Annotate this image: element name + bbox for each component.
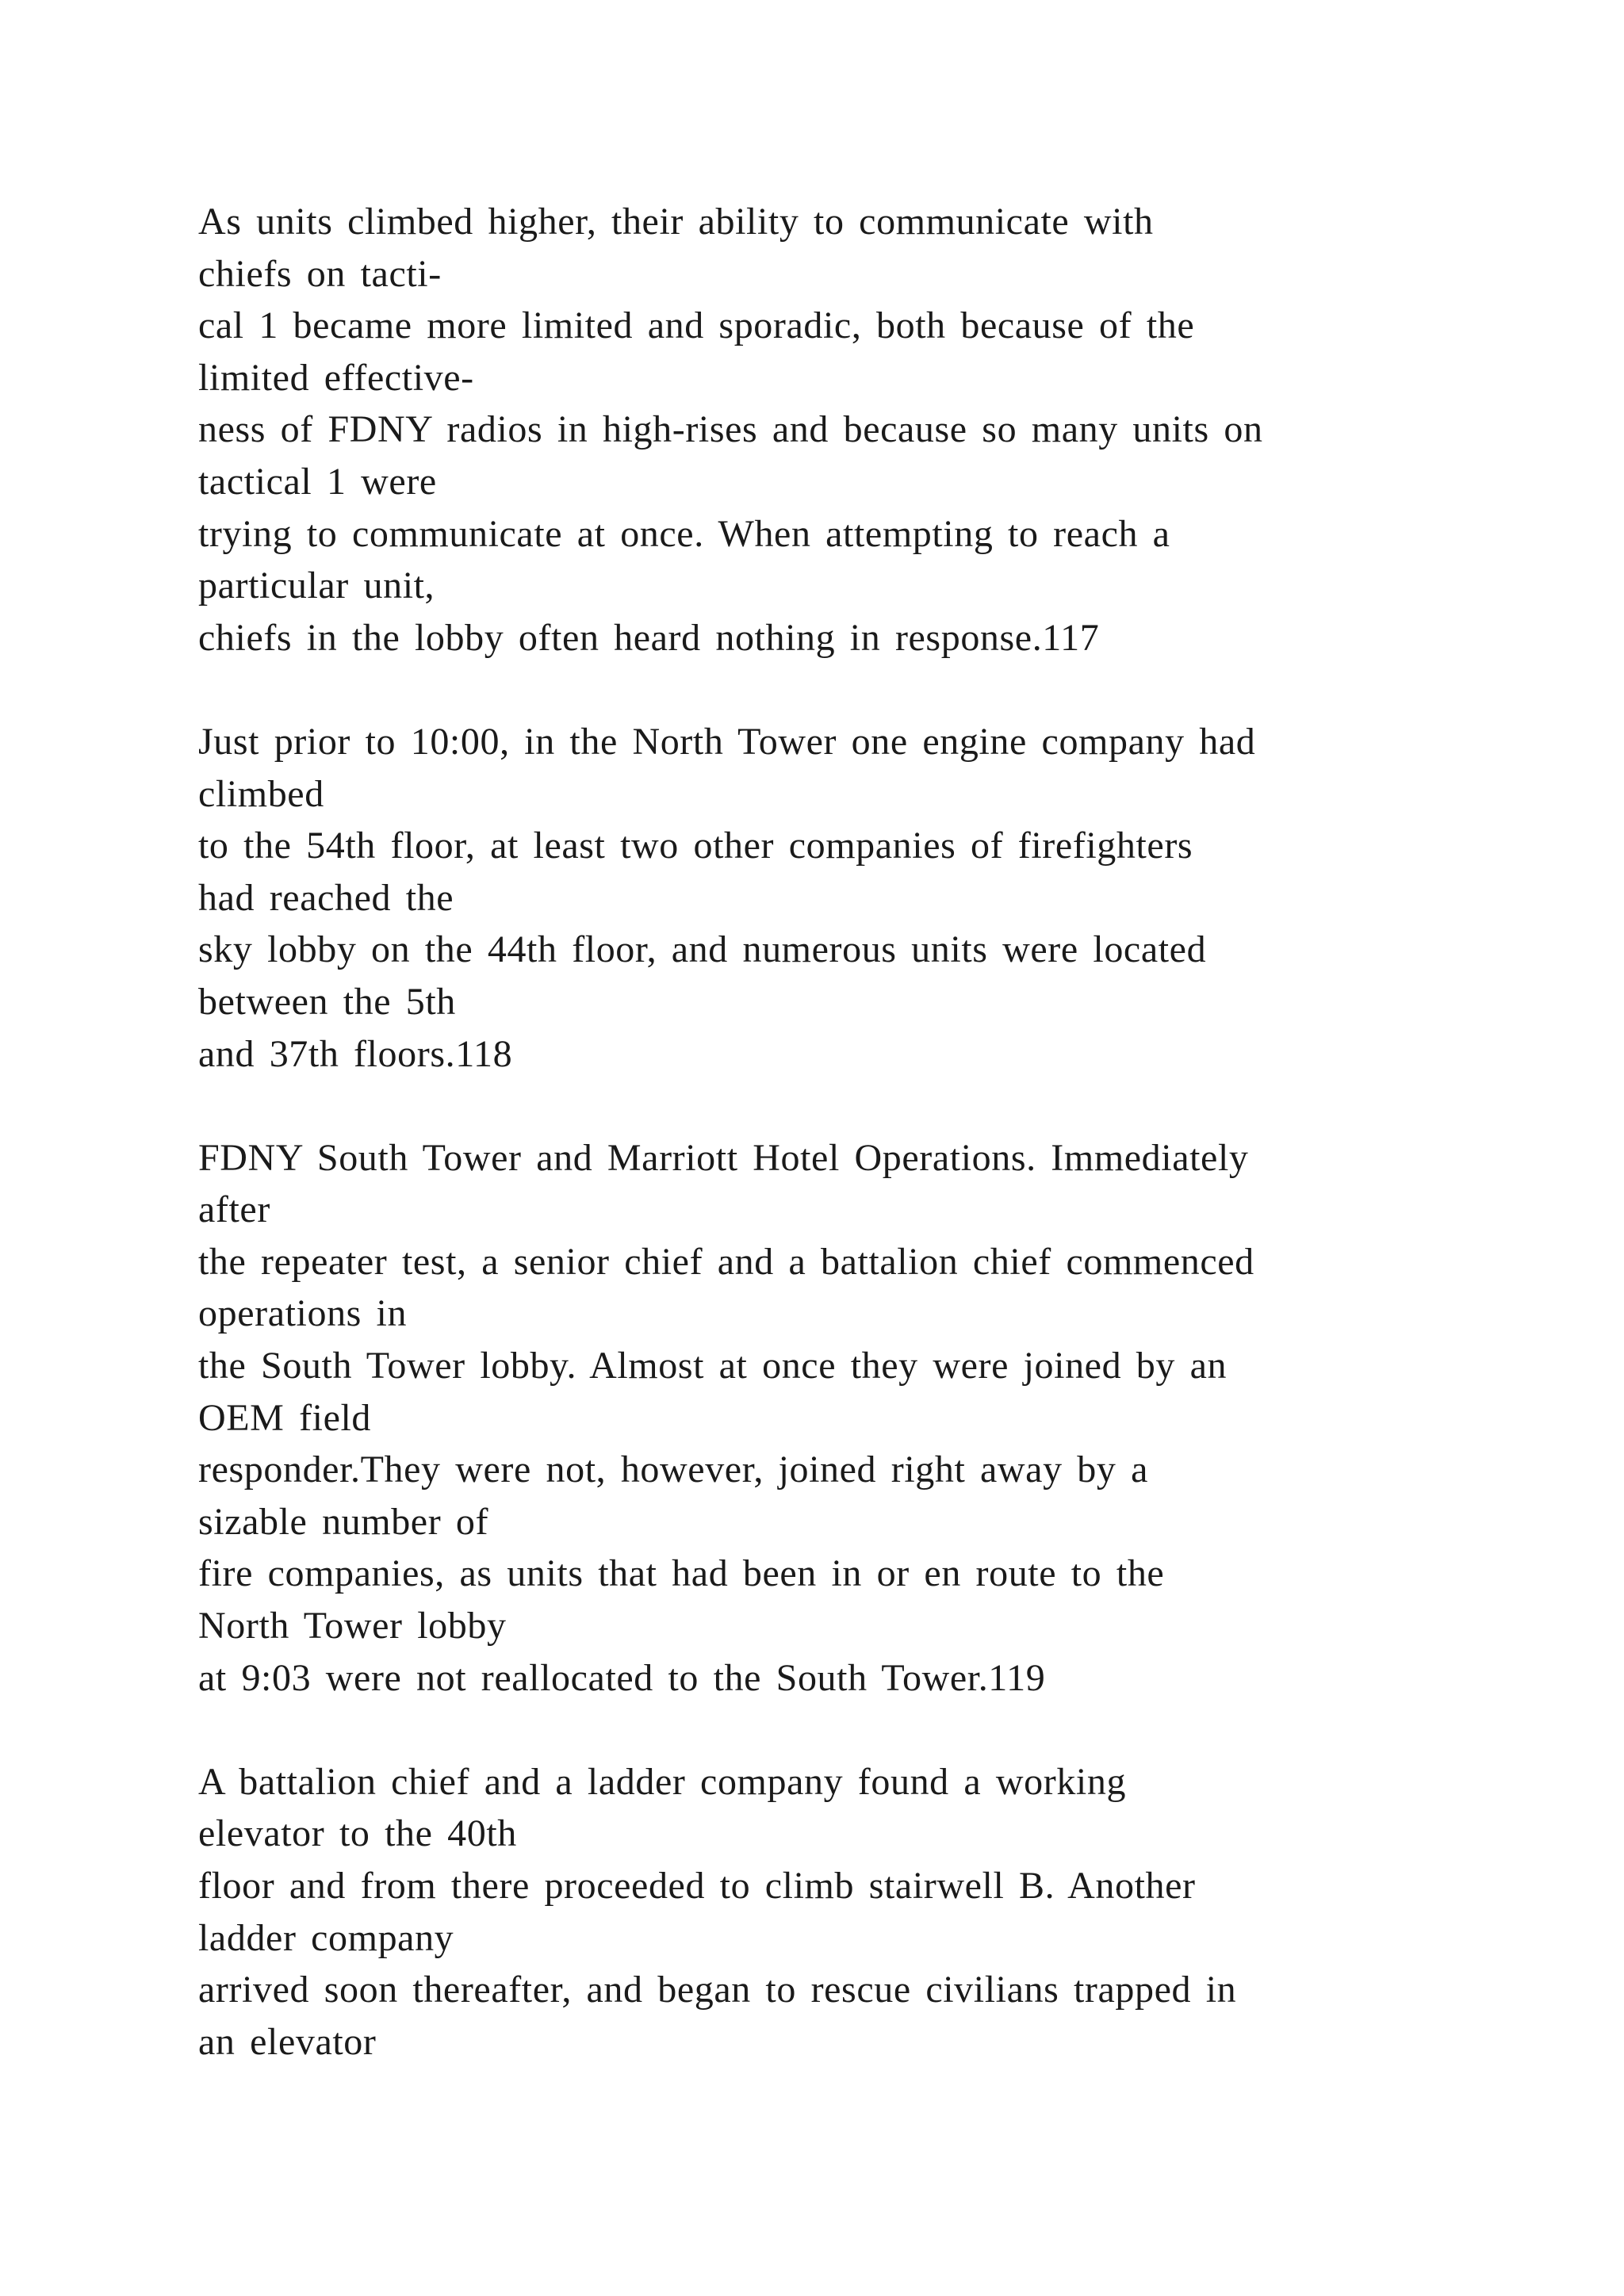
text-line: floor and from there proceeded to climb stairwell B. Another xyxy=(198,1865,1196,1907)
text-line: arrived soon thereafter, and began to rescue civilians trapped in xyxy=(198,1969,1237,2011)
text-line: after xyxy=(198,1188,270,1231)
text-line: the South Tower lobby. Almost at once they were joined by an xyxy=(198,1345,1228,1387)
text-line: sky lobby on the 44th floor, and numerous units were located xyxy=(198,928,1207,971)
text-line: ladder company xyxy=(198,1916,454,1959)
text-line: operations in xyxy=(198,1292,408,1335)
text-line: cal 1 became more limited and sporadic, both because of the xyxy=(198,304,1195,347)
text-line: elevator to the 40th xyxy=(198,1812,517,1855)
text-line: at 9:03 were not reallocated to the South Tower.119 xyxy=(198,1656,1046,1699)
text-line: chiefs in the lobby often heard nothing in response.117 xyxy=(198,616,1100,659)
text-line: tactical 1 were xyxy=(198,460,437,503)
text-line: climbed xyxy=(198,772,324,815)
text-line: had reached the xyxy=(198,876,454,919)
text-line: As units climbed higher, their ability to communicate with xyxy=(198,201,1154,243)
text-line: OEM field xyxy=(198,1396,372,1439)
text-line: the repeater test, a senior chief and a battalion chief commenced xyxy=(198,1240,1254,1283)
paragraph-1 xyxy=(198,196,1435,664)
text-line: between the 5th xyxy=(198,980,456,1023)
text-line: Just prior to 10:00, in the North Tower one engine company had xyxy=(198,720,1256,763)
text-line: FDNY South Tower and Marriott Hotel Operations. Immediately xyxy=(198,1136,1249,1179)
text-line: ness of FDNY radios in high-rises and because so many units on xyxy=(198,408,1263,451)
text-line: particular unit, xyxy=(198,564,435,607)
text-line: sizable number of xyxy=(198,1500,489,1543)
text-line: to the 54th floor, at least two other companies of firefighters xyxy=(198,825,1193,867)
text-line: responder.They were not, however, joined right away by a xyxy=(198,1448,1148,1491)
paragraph-3 xyxy=(198,1132,1435,1705)
paragraph-4 xyxy=(198,1756,1435,2068)
text-line: North Tower lobby xyxy=(198,1605,507,1647)
text-line: chiefs on tacti- xyxy=(198,252,442,295)
text-line: limited effective- xyxy=(198,356,474,399)
text-line: A battalion chief and a ladder company found a working xyxy=(198,1760,1127,1803)
text-line: fire companies, as units that had been in or en route to the xyxy=(198,1552,1165,1595)
text-line: trying to communicate at once. When attempting to reach a xyxy=(198,512,1170,555)
paragraph-2 xyxy=(198,716,1435,1080)
text-line: and 37th floors.118 xyxy=(198,1032,513,1075)
text-line: an elevator xyxy=(198,2020,377,2063)
document-body xyxy=(198,196,1435,2120)
